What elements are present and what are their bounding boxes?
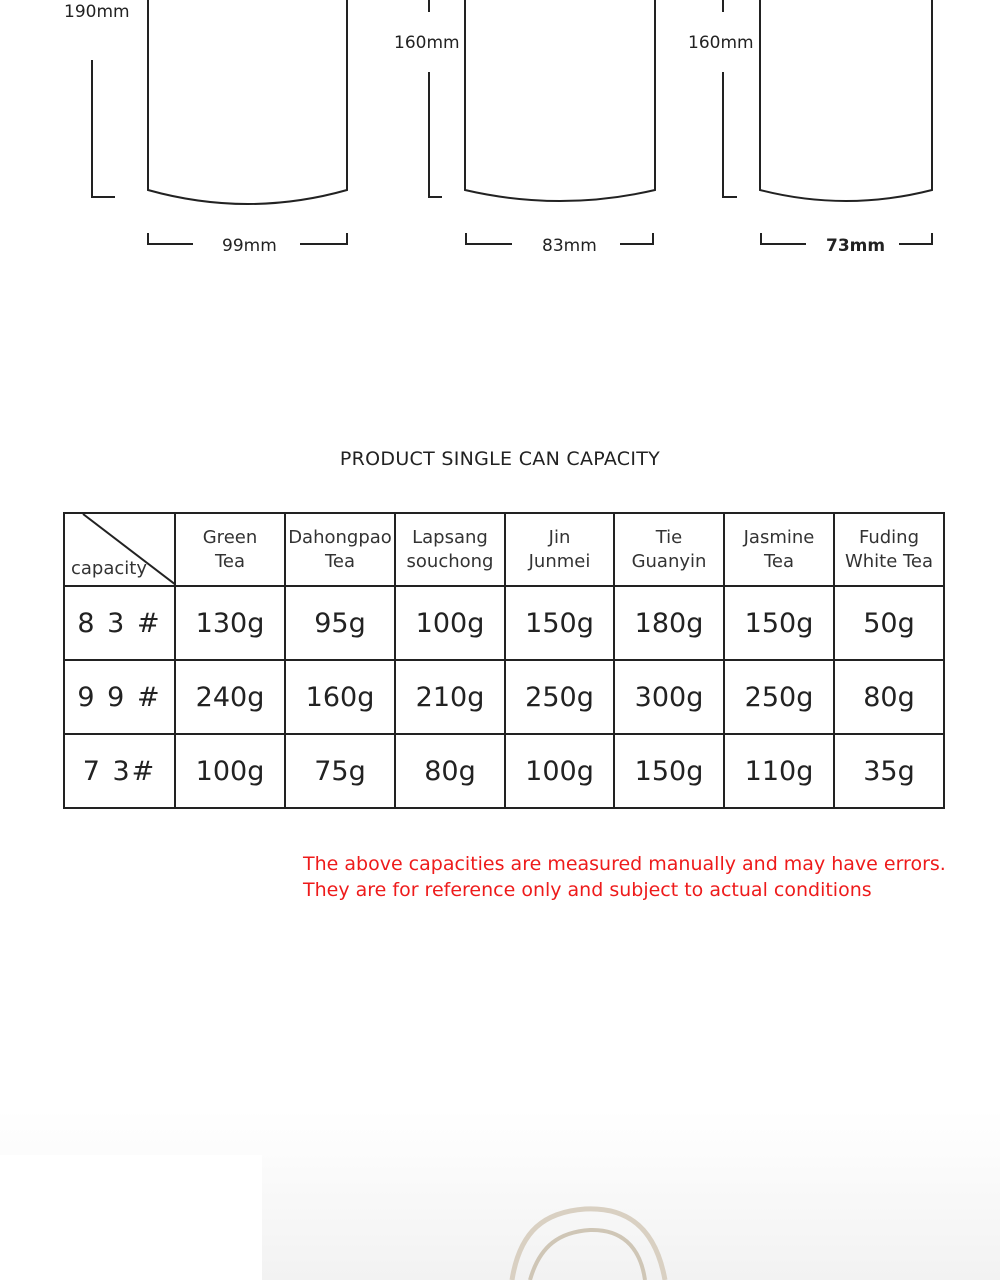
column-header-dahongpao-tea: Dahongpao Tea — [285, 513, 395, 586]
disclaimer-line-2: They are for reference only and subject to actual conditions — [303, 879, 872, 901]
row-label: 8 3 # — [64, 586, 175, 660]
row-label: 7 3# — [64, 734, 175, 808]
can-99-width-label: 99mm — [222, 236, 277, 256]
column-header-jin-junmei: Jin Junmei — [505, 513, 614, 586]
corner-header-cell — [64, 513, 175, 586]
table-cell: 160g — [285, 660, 395, 734]
product-photo-strip — [0, 1110, 1000, 1280]
can-83-drawing — [394, 0, 655, 256]
can-83-width-bracket-right — [620, 233, 653, 244]
table-cell: 250g — [724, 660, 834, 734]
column-header-fuding-white-tea: Fuding White Tea — [834, 513, 944, 586]
capacity-table — [63, 512, 945, 809]
table-cell: 110g — [724, 734, 834, 808]
rope-handle-image — [0, 1110, 1000, 1280]
table-cell: 210g — [395, 660, 505, 734]
table-cell: 35g — [834, 734, 944, 808]
can-99-outline — [148, 0, 347, 204]
disclaimer-note — [303, 851, 983, 903]
table-cell: 240g — [175, 660, 285, 734]
table-cell: 150g — [724, 586, 834, 660]
table-row — [64, 586, 944, 660]
table-cell: 100g — [175, 734, 285, 808]
table-cell: 75g — [285, 734, 395, 808]
can-83-width-bracket-left — [466, 233, 512, 244]
table-cell: 100g — [505, 734, 614, 808]
table-cell: 50g — [834, 586, 944, 660]
column-header-jasmine-tea: Jasmine Tea — [724, 513, 834, 586]
table-cell: 180g — [614, 586, 724, 660]
table-cell: 150g — [614, 734, 724, 808]
can-83-outline — [465, 0, 655, 201]
can-99-drawing — [64, 0, 347, 256]
table-header-row — [64, 513, 944, 586]
table-cell: 130g — [175, 586, 285, 660]
disclaimer-line-1: The above capacities are measured manually and may have errors. — [303, 853, 946, 875]
row-label: 9 9 # — [64, 660, 175, 734]
column-header-lapsang-souchong: Lapsang souchong — [395, 513, 505, 586]
can-dimension-diagram — [0, 0, 1000, 300]
column-header-green-tea: Green Tea — [175, 513, 285, 586]
can-73-width-bracket-left — [761, 233, 806, 244]
table-title: PRODUCT SINGLE CAN CAPACITY — [339, 448, 661, 470]
table-cell: 300g — [614, 660, 724, 734]
table-row — [64, 734, 944, 808]
table-cell: 100g — [395, 586, 505, 660]
table-cell: 150g — [505, 586, 614, 660]
can-73-height-label: 160mm — [688, 33, 754, 53]
can-73-width-bracket-right — [899, 233, 932, 244]
column-header-tie-guanyin: Tie Guanyin — [614, 513, 724, 586]
table-cell: 80g — [395, 734, 505, 808]
can-73-outline — [760, 0, 932, 201]
can-73-drawing — [688, 0, 932, 256]
can-83-width-label: 83mm — [542, 236, 597, 256]
can-73-width-label: 73mm — [826, 236, 886, 256]
table-row — [64, 660, 944, 734]
can-99-height-label: 190mm — [64, 2, 130, 22]
corner-label: capacity — [71, 558, 147, 579]
can-73-height-bracket — [723, 72, 737, 197]
can-99-height-bracket — [92, 60, 115, 197]
table-cell: 95g — [285, 586, 395, 660]
table-cell: 250g — [505, 660, 614, 734]
can-99-width-bracket-left — [148, 233, 193, 244]
can-83-height-bracket — [429, 72, 442, 197]
can-99-width-bracket-right — [300, 233, 347, 244]
can-83-height-label: 160mm — [394, 33, 460, 53]
table-cell: 80g — [834, 660, 944, 734]
